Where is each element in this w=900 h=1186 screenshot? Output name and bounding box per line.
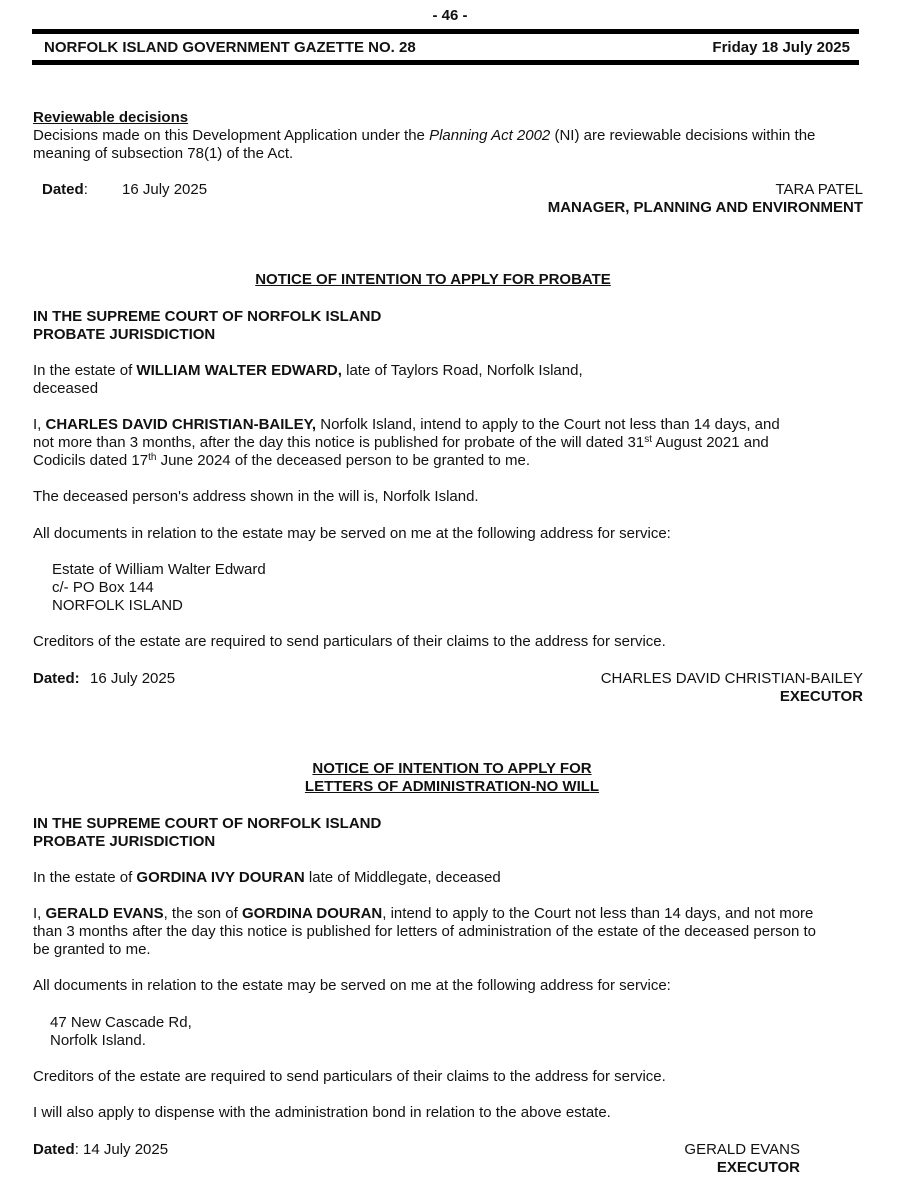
admin-notice-title-line2: LETTERS OF ADMINISTRATION-NO WILL (304, 778, 600, 795)
page-number: - 46 - (432, 7, 468, 24)
probate-intent-line2: not more than 3 months, after the day this notice is published for probate of the will dated 31st August 2021 and (33, 434, 769, 451)
admin-creditors: Creditors of the estate are required to send particulars of their claims to the address for service. (33, 1068, 666, 1085)
probate-intent-line1: I, CHARLES DAVID CHRISTIAN-BAILEY, Norfolk Island, intend to apply to the Court not less than 14 days, and (33, 416, 780, 433)
header-top-rule (32, 29, 859, 34)
admin-signatory-name: GERALD EVANS (684, 1141, 800, 1158)
admin-dated: Dated: 14 July 2025 (33, 1141, 169, 1158)
probate-court-line1: IN THE SUPREME COURT OF NORFOLK ISLAND (33, 308, 382, 325)
reviewable-signatory-name: TARA PATEL (775, 181, 863, 198)
probate-dated-value: 16 July 2025 (90, 670, 176, 687)
reviewable-dated-value: 16 July 2025 (122, 181, 208, 198)
probate-address-statement: The deceased person's address shown in the will is, Norfolk Island. (33, 488, 479, 505)
deceased-name: WILLIAM WALTER EDWARD, (136, 362, 342, 379)
admin-signatory-title: EXECUTOR (716, 1159, 800, 1176)
act-name: Planning Act 2002 (429, 127, 551, 144)
applicant-name: CHARLES DAVID CHRISTIAN-BAILEY, (45, 416, 317, 433)
admin-court-line1: IN THE SUPREME COURT OF NORFOLK ISLAND (33, 815, 382, 832)
header-bottom-rule (32, 60, 859, 65)
admin-bond: I will also apply to dispense with the administration bond in relation to the above estate. (33, 1104, 611, 1121)
deceased-name: GORDINA IVY DOURAN (136, 869, 305, 886)
probate-estate-line1: In the estate of WILLIAM WALTER EDWARD, late of Taylors Road, Norfolk Island, (33, 362, 583, 379)
gazette-date: Friday 18 July 2025 (712, 39, 850, 56)
applicant-name: GERALD EVANS (45, 905, 164, 922)
probate-address-line: c/- PO Box 144 (52, 579, 154, 596)
admin-intent-line1: I, GERALD EVANS, the son of GORDINA DOURAN, intend to apply to the Court not less than 14 days, and not more (33, 905, 814, 922)
reviewable-dated: Dated: (42, 181, 88, 198)
admin-notice-title-line1: NOTICE OF INTENTION TO APPLY FOR (312, 760, 592, 777)
probate-dated-label: Dated: (33, 670, 80, 687)
admin-service-statement: All documents in relation to the estate may be served on me at the following address for service: (33, 977, 671, 994)
admin-court-line2: PROBATE JURISDICTION (33, 833, 216, 850)
reviewable-text-line1: Decisions made on this Development Application under the Planning Act 2002 (NI) are reviewable decisions within the (33, 127, 816, 144)
reviewable-signatory-title: MANAGER, PLANNING AND ENVIRONMENT (547, 199, 863, 216)
probate-signatory-name: CHARLES DAVID CHRISTIAN-BAILEY (600, 670, 863, 687)
admin-intent-line2: than 3 months after the day this notice is published for letters of administration of the estate of the deceased person to (33, 923, 816, 940)
probate-estate-line2: deceased (33, 380, 99, 397)
probate-address-line: Estate of William Walter Edward (52, 561, 266, 578)
probate-address-line: NORFOLK ISLAND (52, 597, 183, 614)
relation-name: GORDINA DOURAN (241, 905, 383, 922)
reviewable-text-line2: meaning of subsection 78(1) of the Act. (33, 145, 294, 162)
probate-court-line2: PROBATE JURISDICTION (33, 326, 216, 343)
admin-address-line: Norfolk Island. (50, 1032, 146, 1049)
probate-notice-title: NOTICE OF INTENTION TO APPLY FOR PROBATE (255, 271, 611, 288)
reviewable-heading: Reviewable decisions (33, 109, 189, 126)
admin-intent-line3: be granted to me. (33, 941, 151, 958)
probate-creditors: Creditors of the estate are required to send particulars of their claims to the address for service. (33, 633, 666, 650)
probate-intent-line3: Codicils dated 17th June 2024 of the deceased person to be granted to me. (33, 452, 531, 469)
admin-address-line: 47 New Cascade Rd, (50, 1014, 192, 1031)
admin-estate-line: In the estate of GORDINA IVY DOURAN late of Middlegate, deceased (33, 869, 501, 886)
gazette-title: NORFOLK ISLAND GOVERNMENT GAZETTE NO. 28 (44, 39, 416, 56)
probate-signatory-title: EXECUTOR (779, 688, 863, 705)
probate-service-statement: All documents in relation to the estate may be served on me at the following address for service: (33, 525, 671, 542)
